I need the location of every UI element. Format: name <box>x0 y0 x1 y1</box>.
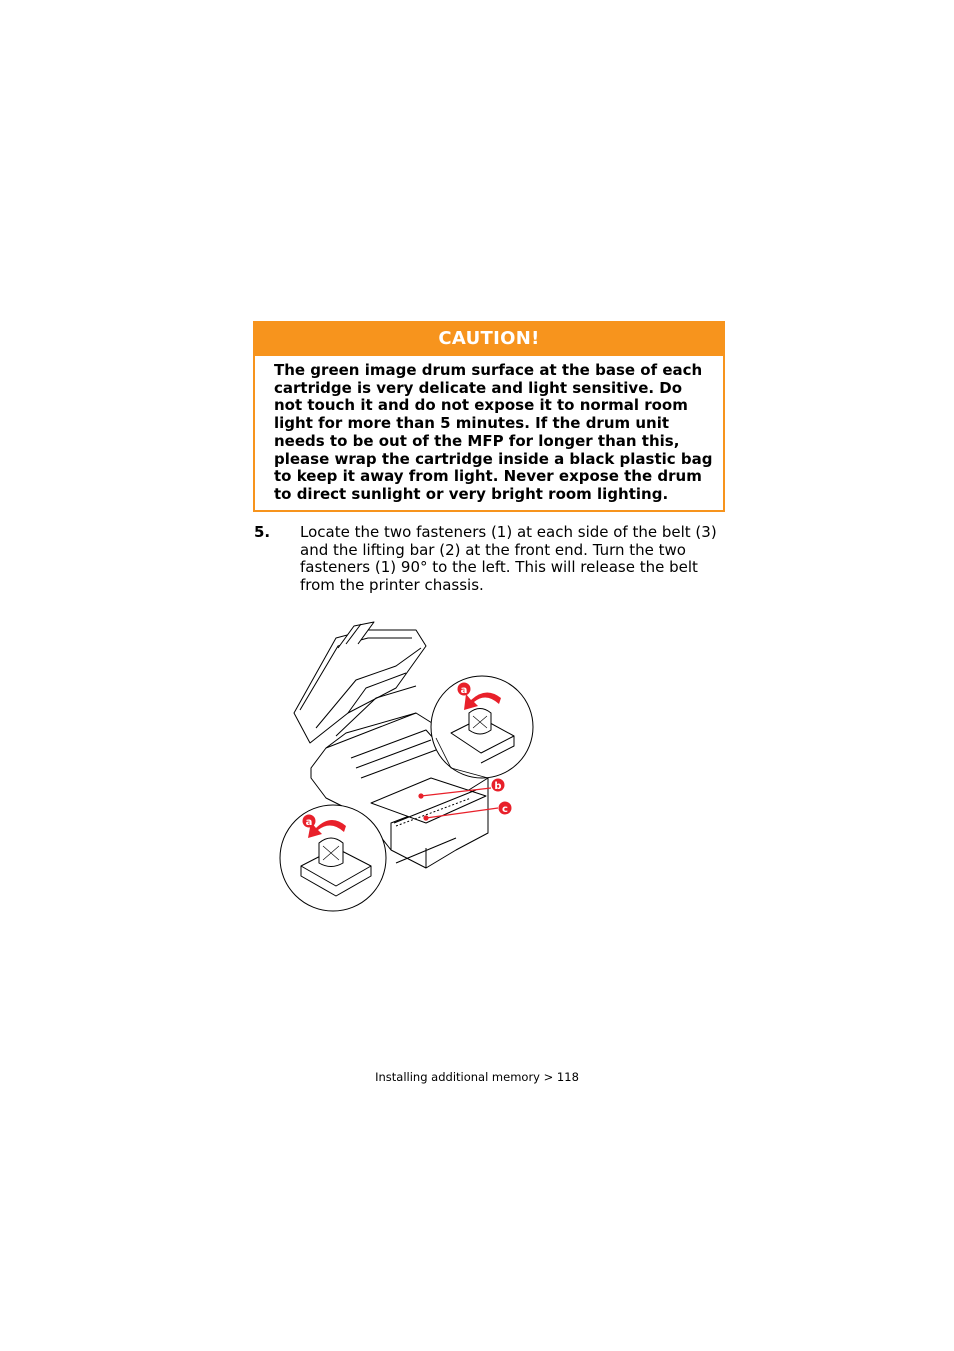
svg-text:b: b <box>494 781 502 792</box>
page-footer: Installing additional memory > 118 <box>375 1070 579 1084</box>
svg-text:a: a <box>305 817 313 828</box>
caution-text: The green image drum surface at the base of each cartridge is very delicate and light sensitive. Do not touch it and do not expose it to normal room light for more than 5 minutes. If the drum unit needs to be out of the MFP for longer than this, please wrap the cartridge inside a black plastic bag to keep it away from light. Never expose the drum to direct sunlight or very bright room lighting. <box>274 361 713 503</box>
caution-title: CAUTION! <box>255 323 723 356</box>
callout-c-icon <box>499 802 512 816</box>
svg-text:c: c <box>502 804 508 815</box>
printer-belt-illustration <box>276 618 538 916</box>
step-text: Locate the two fasteners (1) at each side of the belt (3) and the lifting bar (2) at the front end. Turn the two fasteners (1) 90° to the left. This will release the belt from the printer chassis. <box>300 523 717 595</box>
svg-text:a: a <box>460 685 468 696</box>
step-number: 5. <box>254 523 271 541</box>
callout-b-icon <box>492 779 505 793</box>
caution-box <box>253 321 725 512</box>
